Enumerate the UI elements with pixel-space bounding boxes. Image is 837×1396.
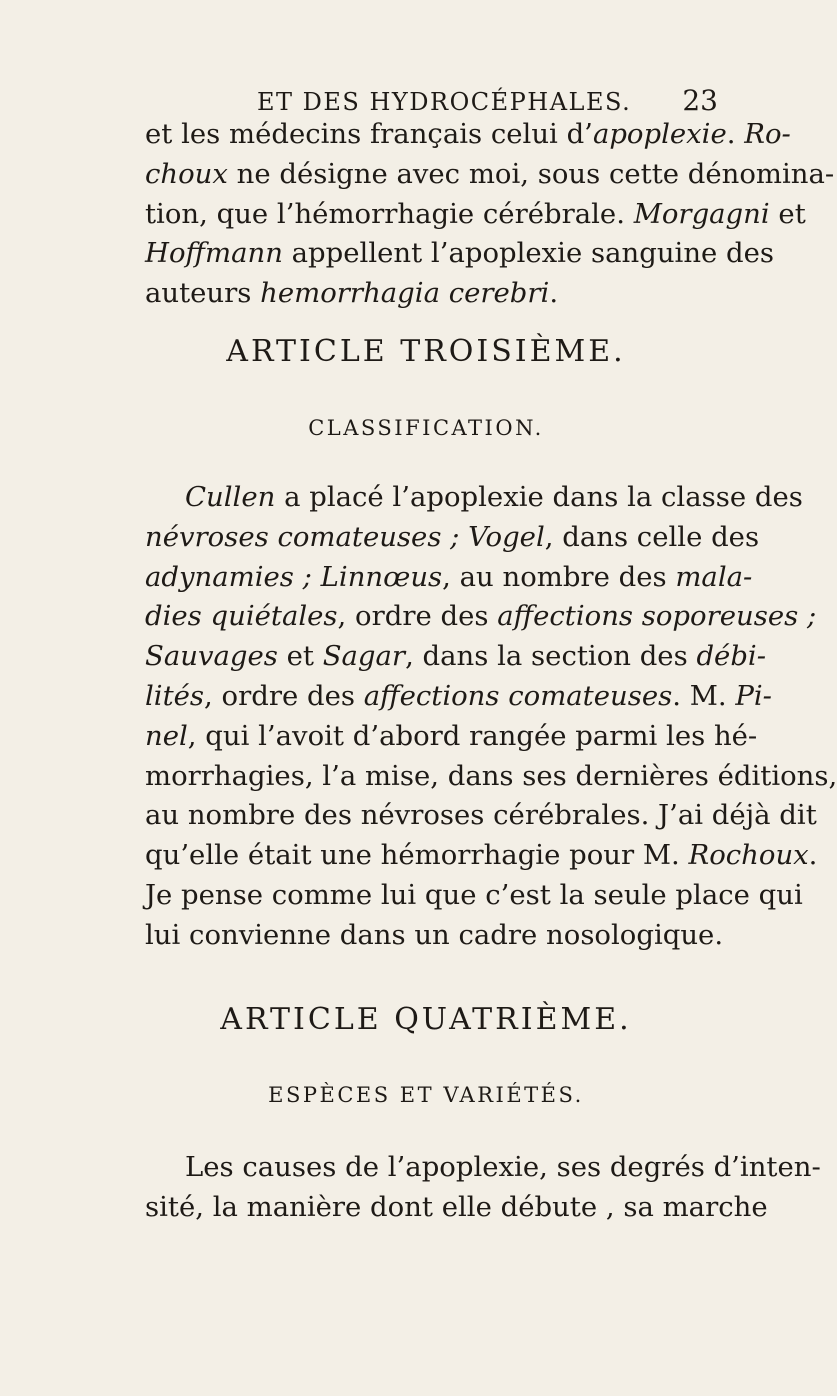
text-line: Sauvages et Sagar, dans la section des débi- <box>145 640 767 673</box>
text-line: au nombre des névroses cérébrales. J’ai déjà dit <box>145 799 817 832</box>
text-line: Cullen a placé l’apoplexie dans la classe des <box>185 481 803 513</box>
text-line: sité, la manière dont elle débute , sa marche <box>145 1190 768 1223</box>
text-line: névroses comateuses ; Vogel, dans celle des <box>145 520 760 553</box>
page-number: 23 <box>682 84 718 117</box>
paragraph-classification <box>145 478 837 956</box>
text-line: lités, ordre des affections comateuses. M. Pi- <box>145 679 772 712</box>
text-line: Les causes de l’apoplexie, ses degrés d’inten- <box>185 1151 821 1183</box>
text-line: Je pense comme lui que c’est la seule place qui <box>145 878 803 911</box>
text-line: nel, qui l’avoit d’abord rangée parmi les hé- <box>145 719 758 752</box>
text-line: choux ne désigne avec moi, sous cette dénomina- <box>145 157 835 190</box>
text-line: Hoffmann appellent l’apoplexie sanguine des <box>145 237 775 270</box>
heading-article-quatrieme: ARTICLE QUATRIÈME. <box>220 1002 632 1037</box>
text-line: et les médecins français celui d’apoplexie. Ro- <box>145 118 791 150</box>
text-line: dies quiétales, ordre des affections soporeuses ; <box>145 600 817 633</box>
running-head <box>145 84 718 117</box>
text-line: auteurs hemorrhagia cerebri. <box>145 277 559 310</box>
paragraph-apoplexie-definition <box>145 115 835 314</box>
subheading-classification: CLASSIFICATION. <box>308 416 544 440</box>
text-line: morrhagies, l’a mise, dans ses dernières éditions, <box>145 759 837 792</box>
text-line: lui convienne dans un cadre nosologique. <box>145 918 724 951</box>
paragraph-especes <box>145 1148 821 1228</box>
running-head-title: ET DES HYDROCÉPHALES. <box>257 88 632 116</box>
text-line: tion, que l’hémorrhagie cérébrale. Morgagni et <box>145 197 806 230</box>
subheading-especes-varietes: ESPÈCES ET VARIÉTÉS. <box>268 1083 584 1107</box>
heading-article-troisieme: ARTICLE TROISIÈME. <box>226 334 626 369</box>
text-line: qu’elle était une hémorrhagie pour M. Rochoux. <box>145 839 818 872</box>
text-line: adynamies ; Linnœus, au nombre des mala- <box>145 560 753 593</box>
